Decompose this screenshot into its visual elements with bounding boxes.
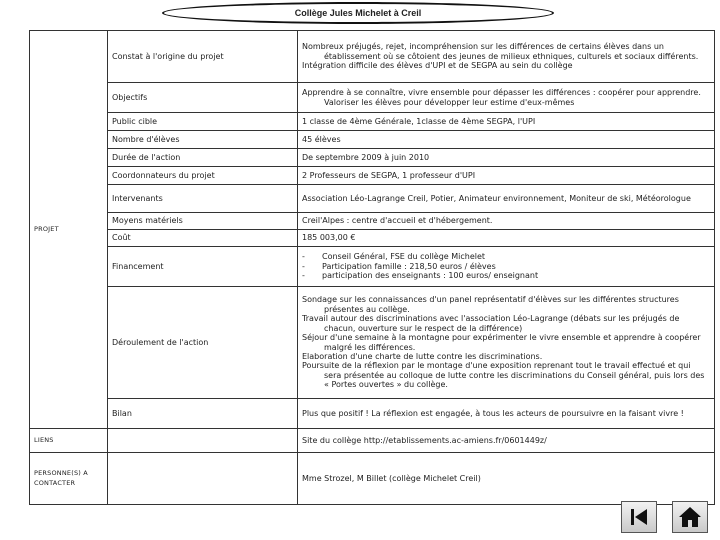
section-liens: LIENS bbox=[30, 429, 108, 453]
deroulement-line: Sondage sur les connaissances d'un panel représentatif d'élèves sur les différentes structures présentes au collège. bbox=[302, 295, 679, 314]
row-duree bbox=[30, 149, 715, 167]
deroulement-line: Séjour d'une semaine à la montagne pour expérimenter le vivre ensemble et apprendre à coopérer malgré les différences. bbox=[302, 333, 701, 352]
section-contact: PERSONNE(S) A CONTACTER bbox=[30, 453, 108, 505]
first-page-icon bbox=[622, 502, 656, 532]
row-deroulement bbox=[30, 287, 715, 399]
row-liens bbox=[30, 429, 715, 453]
row-nombre bbox=[30, 131, 715, 149]
value-coordo: 2 Professeurs de SEGPA, 1 professeur d'UPI bbox=[298, 167, 715, 185]
value-financement bbox=[298, 247, 715, 287]
value-duree: De septembre 2009 à juin 2010 bbox=[298, 149, 715, 167]
deroulement-line: Travail autour des discriminations avec l'association Léo-Lagrange (débats sur les préjugés de chacun, ouverture sur le respect de la différence) bbox=[302, 314, 680, 333]
row-bilan bbox=[30, 399, 715, 429]
label-nombre: Nombre d'élèves bbox=[108, 131, 298, 149]
row-intervenants bbox=[30, 185, 715, 213]
label-objectifs: Objectifs bbox=[108, 83, 298, 113]
label-coordo: Coordonnateurs du projet bbox=[108, 167, 298, 185]
financement-item: Participation famille : 218,50 euros / élèves bbox=[322, 261, 496, 271]
list-item: - participation des enseignants : 100 euros/ enseignant bbox=[302, 271, 539, 281]
row-objectifs bbox=[30, 83, 715, 113]
value-liens: Site du collège http://etablissements.ac-amiens.fr/0601449z/ bbox=[298, 429, 715, 453]
value-intervenants bbox=[298, 185, 715, 213]
intervenants-line: Association Léo-Lagrange Creil, Potier, Animateur environnement, Moniteur de ski, Météorologue bbox=[302, 193, 691, 203]
bilan-line: Plus que positif ! La réflexion est engagée, à tous les acteurs de poursuivre en la faisant vivre ! bbox=[302, 408, 684, 418]
value-bilan bbox=[298, 399, 715, 429]
value-moyens: Creil'Alpes : centre d'accueil et d'hébergement. bbox=[298, 213, 715, 230]
constat-line: Nombreux préjugés, rejet, incompréhension sur les différences de certains élèves dans un établissement où se côtoient des jeunes de milieux ethniques, culturels et sociaux différents. bbox=[302, 42, 699, 61]
project-table bbox=[29, 30, 715, 505]
row-financement bbox=[30, 247, 715, 287]
deroulement-line: Elaboration d'une charte de lutte contre les discriminations. bbox=[302, 351, 543, 361]
deroulement-line: Poursuite de la réflexion par le montage d'une exposition reprenant tout le travail effectué et qui sera présentée au colloque de lutte contre les discriminations du Conseil général, puis lors des « Portes ouvertes » du collège. bbox=[302, 361, 705, 390]
financement-item: participation des enseignants : 100 euros/ enseignant bbox=[322, 271, 539, 281]
label-duree: Durée de l'action bbox=[108, 149, 298, 167]
label-moyens: Moyens matériels bbox=[108, 213, 298, 230]
row-moyens bbox=[30, 213, 715, 230]
constat-line: Intégration difficile des élèves d'UPI et de SEGPA au sein du collège bbox=[302, 61, 573, 71]
label-financement: Financement bbox=[108, 247, 298, 287]
value-public: 1 classe de 4ème Générale, 1classe de 4ème SEGPA, l'UPI bbox=[298, 113, 715, 131]
list-item: - Participation famille : 218,50 euros / élèves bbox=[302, 261, 496, 271]
section-projet: PROJET bbox=[30, 31, 108, 429]
label-cout: Coût bbox=[108, 230, 298, 247]
value-contact: Mme Strozel, M Billet (collège Michelet Creil) bbox=[298, 453, 715, 505]
row-constat bbox=[30, 31, 715, 83]
value-constat bbox=[298, 31, 715, 83]
value-objectifs bbox=[298, 83, 715, 113]
list-item: - Conseil Général, FSE du collège Michelet bbox=[302, 252, 486, 262]
home-icon bbox=[673, 502, 707, 532]
label-deroulement: Déroulement de l'action bbox=[108, 287, 298, 399]
value-deroulement bbox=[298, 287, 715, 399]
value-cout: 185 003,00 € bbox=[298, 230, 715, 247]
row-coordo bbox=[30, 167, 715, 185]
value-nombre: 45 élèves bbox=[298, 131, 715, 149]
label-public: Public cible bbox=[108, 113, 298, 131]
label-constat: Constat à l'origine du projet bbox=[108, 31, 298, 83]
row-public bbox=[30, 113, 715, 131]
label-intervenants: Intervenants bbox=[108, 185, 298, 213]
home-button[interactable] bbox=[672, 501, 708, 533]
objectifs-line: Apprendre à se connaître, vivre ensemble pour dépasser les différences : coopérer pour apprendre. Valoriser les élèves pour développer leur estime d'eux-mêmes bbox=[302, 88, 701, 107]
row-cout bbox=[30, 230, 715, 247]
first-page-button[interactable] bbox=[621, 501, 657, 533]
label-bilan: Bilan bbox=[108, 399, 298, 429]
financement-item: Conseil Général, FSE du collège Michelet bbox=[322, 252, 486, 262]
page-title: Collège Jules Michelet à Creil bbox=[162, 2, 554, 24]
row-contact bbox=[30, 453, 715, 505]
